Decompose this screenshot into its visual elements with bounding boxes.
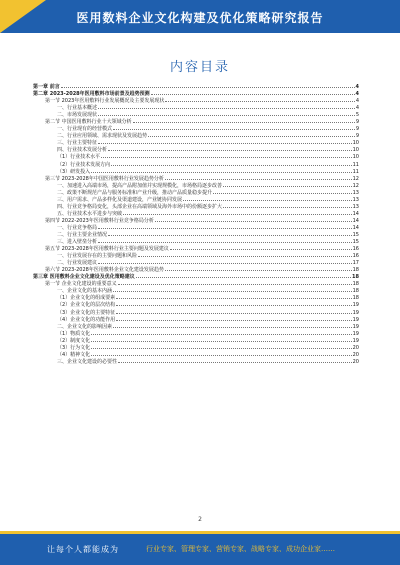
toc-entry-title: 第二章 2023-2028年医用敷料市场前景及趋势预测 [33,91,150,98]
toc-leader-dots [165,100,354,102]
toc-leader-dots [170,248,352,250]
toc-entry-page: 9 [355,133,359,140]
toc-leader-dots [113,326,352,328]
toc-entry-title: 三、用户需求、产品多样化及渠道建设，产业链协同发展 [57,196,183,203]
toc-entry-page: 18 [352,288,359,295]
toc-entry-page: 13 [352,203,359,210]
toc-entry-title: （3）研发投入 [57,168,91,175]
toc-entry-title: 第一节 企业文化建设的重要意义 [45,281,117,288]
toc-entry-page: 19 [352,330,359,337]
toc-entry-page: 16 [352,253,359,260]
toc-leader-dots [151,93,355,95]
toc-entry-page: 18 [352,267,359,274]
toc-entry-page: 17 [352,260,359,267]
toc-entry-title: 第四节 2022-2023年医用敷料行业竞争格局分析 [45,217,154,224]
toc-entry-page: 12 [352,175,359,182]
toc-entry-page: 11 [352,161,359,168]
toc-entry-page: 18 [352,274,359,281]
toc-entry-page: 20 [352,358,359,365]
toc-entry-title: （2）制度文化 [57,337,91,344]
toc-entry-title: 二、企业文化的影响因素 [57,323,113,330]
toc-entry-page: 11 [352,168,359,175]
toc-entry-page: 14 [352,217,359,224]
toc-entry[interactable] [33,317,359,324]
toc-leader-dots [116,297,351,299]
toc-entry-page: 10 [352,154,359,161]
toc-entry-page: 20 [352,351,359,358]
toc-entry-title: 一、加速进入高端市场，提高产品附加值并实现规模化，市场格局逐步改善 [57,182,223,189]
toc-entry[interactable] [33,169,359,176]
toc-leader-dots [136,276,351,278]
toc-leader-dots [61,86,355,88]
toc-leader-dots [98,227,352,229]
report-title: 医用数料企业文化构建及优化策略研究报告 [76,11,324,25]
toc-leader-dots [123,213,352,215]
footer-slogan: 让每个人都能成为 [47,545,119,554]
toc-entry-title: 一、行业发展存在的主要问题和风险 [57,253,138,260]
toc-entry-page: 15 [352,231,359,238]
toc-entry-page: 10 [352,147,359,154]
toc-entry-title: 一、行业基本概述 [57,105,98,112]
toc-entry-title: 二、行业发展建议 [57,260,98,267]
toc-entry-page: 18 [352,295,359,302]
toc-entry-title: （4）精神文化 [57,351,91,358]
toc-entry-title: 第一节 2023年医用敷料行业发展概况及主要发展现状 [45,98,165,105]
toc-entry-title: （2）行业技术发展方向 [57,161,111,168]
toc-entry-title: 四、行业技术发展分析 [57,147,108,154]
toc-entry-title: （3）企业文化的主要特征 [57,309,116,316]
toc-entry-title: 二、市场发展现状 [57,112,98,119]
toc-entry-title: （2）企业文化的层次结构 [57,302,116,309]
toc-entry-title: 三、进入壁垒分析 [57,239,98,246]
toc-entry-title: （3）行为文化 [57,344,91,351]
toc-entry[interactable] [33,183,359,190]
toc-leader-dots [98,262,352,264]
toc-entry-page: 9 [355,119,359,126]
toc-entry-title: 三、企业文化建设的必要性 [57,358,118,365]
toc-entry-page: 18 [352,281,359,288]
toc-entry[interactable] [33,190,359,197]
toc-entry-title: 四、行业竞争格局变化，头部企业在高端领域及海外市场中的份额逐步扩大 [57,203,223,210]
toc-leader-dots [111,164,351,166]
toc-leader-dots [223,185,352,187]
toc-leader-dots [165,178,352,180]
toc-entry-title: 一、行业现有的经营模式 [57,126,113,133]
toc-entry[interactable] [33,211,359,218]
toc-entry-page: 15 [352,239,359,246]
toc-entry-title: 二、行业主要企业情况 [57,231,108,238]
toc-entry[interactable] [33,84,359,91]
toc-heading: 内容目录 [169,60,230,75]
toc-entry[interactable] [33,204,359,211]
toc-entry-page: 20 [352,344,359,351]
toc-leader-dots [91,340,351,342]
toc-leader-dots [116,312,351,314]
toc-entry-page: 19 [352,316,359,323]
toc-entry-title: 第一章 前言 [33,84,60,90]
toc-entry[interactable] [33,331,359,338]
toc-entry-title: 二、行业应用领域、需求现状及发展趋势 [57,133,148,140]
toc-entry-title: 第六节 2023-2028年医用敷料企业文化建设发展趋势 [45,267,164,274]
toc-leader-dots [116,319,351,321]
toc-entry[interactable] [33,176,359,183]
toc-leader-dots [98,142,352,144]
toc-leader-dots [133,121,355,123]
toc-leader-dots [155,220,352,222]
toc-entry[interactable] [33,302,359,309]
toc-leader-dots [91,171,351,173]
toc-leader-dots [91,347,351,349]
toc-entry-page: 4 [355,91,359,98]
toc-entry-title: 五、行业技术水平进步与突破 [57,210,123,217]
toc-entry-page: 4 [355,84,359,90]
toc-entry-title: 一、企业文化的基本内涵 [57,288,113,295]
toc-entry-title: （1）行业技术水平 [57,154,101,161]
toc-entry-title: （1）物质文化 [57,330,91,337]
toc-leader-dots [165,269,352,271]
toc-entry-page: 19 [352,337,359,344]
toc-entry-title: （4）企业文化的功能作用 [57,316,116,323]
table-of-contents [33,84,359,366]
toc-entry[interactable] [33,197,359,204]
toc-entry[interactable] [33,232,359,239]
toc-leader-dots [98,107,355,109]
toc-entry[interactable] [33,218,359,225]
toc-entry[interactable] [33,162,359,169]
toc-entry-page: 16 [352,246,359,253]
toc-entry[interactable] [33,154,359,161]
toc-leader-dots [91,354,351,356]
toc-entry-page: 19 [352,309,359,316]
toc-leader-dots [213,192,352,194]
toc-entry-page: 9 [355,126,359,133]
toc-leader-dots [118,361,352,363]
toc-entry[interactable] [33,359,359,366]
toc-leader-dots [98,114,355,116]
toc-entry[interactable] [33,338,359,345]
report-header [0,0,400,33]
toc-entry-page: 4 [355,98,359,105]
toc-entry-title: 二、政策不断规范产品与服务标准和产业升级，推动产品质量稳步提升 [57,189,213,196]
toc-entry-page: 10 [352,140,359,147]
toc-entry-title: 第五节 2023-2028年医用敷料行业主要问题及发展建议 [45,246,169,253]
toc-entry-page: 12 [352,182,359,189]
toc-entry[interactable] [33,352,359,359]
toc-leader-dots [113,128,355,130]
toc-leader-dots [108,234,352,236]
toc-entry-title: 第二节 中国医用敷料行业十大领域分析 [45,119,132,126]
toc-entry-title: 第三节 2023-2028年中国医用敷料行业发展趋势分析 [45,175,164,182]
toc-leader-dots [223,206,352,208]
page-number: 2 [198,516,202,523]
toc-leader-dots [118,283,352,285]
toc-leader-dots [91,333,351,335]
footer-roles: 行业专家、管理专家、营销专家、战略专家、成功企业家…… [146,545,335,553]
toc-entry-page: 13 [352,189,359,196]
toc-leader-dots [113,290,352,292]
toc-entry-page: 13 [352,196,359,203]
toc-entry-title: 一、行业竞争格局 [57,224,98,231]
toc-entry-page: 19 [352,323,359,330]
toc-entry[interactable] [33,345,359,352]
toc-entry[interactable] [33,225,359,232]
toc-entry-page: 14 [352,224,359,231]
toc-entry-page: 4 [355,105,359,112]
toc-entry-title: 第三章 医用敷料企业文化建设及优化策略建议 [33,274,135,281]
toc-entry-page: 19 [352,302,359,309]
toc-leader-dots [183,199,352,201]
toc-entry[interactable] [33,324,359,331]
toc-entry-title: （1）企业文化的组成要素 [57,295,116,302]
toc-entry-title: 三、行业主要特征 [57,140,98,147]
toc-entry[interactable] [33,310,359,317]
toc-entry-page: 14 [352,210,359,217]
toc-leader-dots [116,304,351,306]
toc-leader-dots [101,156,351,158]
toc-leader-dots [138,255,352,257]
toc-leader-dots [108,149,352,151]
toc-leader-dots [148,135,355,137]
toc-leader-dots [98,241,352,243]
toc-entry-page: 5 [355,112,359,119]
